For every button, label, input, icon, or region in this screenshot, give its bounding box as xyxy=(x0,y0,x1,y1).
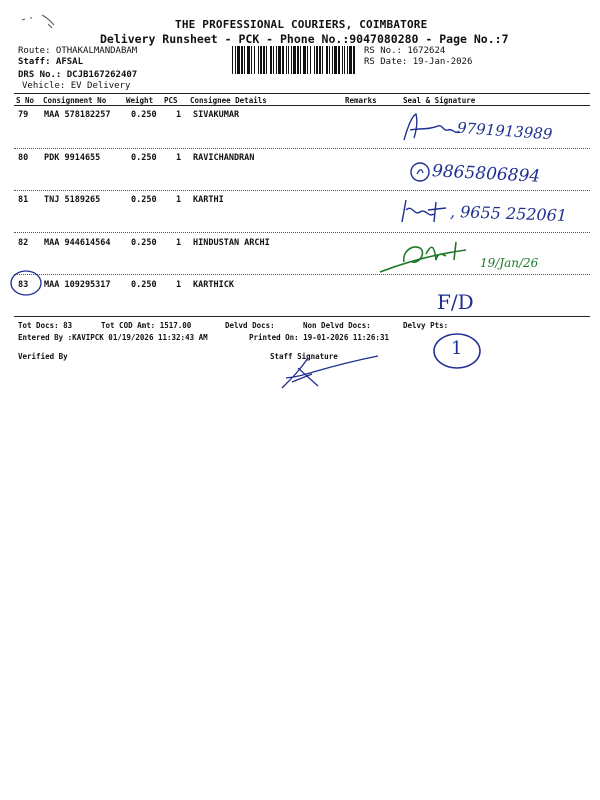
row-consignee: SIVAKUMAR xyxy=(193,110,240,120)
barcode-bar xyxy=(244,46,245,74)
row-sno: 81 xyxy=(18,195,29,205)
runsheet-subtitle: Delivery Runsheet - PCK - Phone No.:9047080280 - Page No.:7 xyxy=(100,32,509,46)
barcode-bar xyxy=(329,46,330,74)
row-pcs: 1 xyxy=(176,195,182,205)
col-remarks: Remarks xyxy=(345,96,377,105)
row-consignment: TNJ 5189265 xyxy=(44,195,101,205)
barcode-bar xyxy=(322,46,323,74)
barcode-bar xyxy=(316,46,318,74)
row-consignee: HINDUSTAN ARCHI xyxy=(193,238,270,248)
barcode-bar xyxy=(291,46,292,74)
handwritten-phone: 9791913989 xyxy=(456,118,553,144)
printed-on: Printed On: 19-01-2026 11:26:31 xyxy=(249,333,389,342)
handwritten-date: 19/Jan/26 xyxy=(480,256,539,270)
verified-by: Verified By xyxy=(18,352,68,361)
rs-date: RS Date: 19-Jan-2026 xyxy=(364,57,473,67)
row-consignment: MAA 944614564 xyxy=(44,238,111,248)
row-divider xyxy=(14,190,590,191)
table-bottom-rule xyxy=(14,316,590,317)
barcode-bar xyxy=(300,46,301,74)
handwritten-points: 1 xyxy=(451,338,463,359)
barcode-bar xyxy=(260,46,262,74)
barcode-bar xyxy=(237,46,240,74)
col-weight: Weight xyxy=(126,96,154,105)
row-weight: 0.250 xyxy=(131,280,157,290)
row-sno: 80 xyxy=(18,153,29,163)
barcode-bar xyxy=(273,46,274,74)
scan-mark xyxy=(20,12,60,32)
barcode-bar xyxy=(303,46,306,74)
entered-by: Entered By :KAVIPCK 01/19/2026 11:32:43 AM xyxy=(18,333,208,342)
barcode-bar xyxy=(307,46,308,74)
col-signature: Seal & Signature xyxy=(403,96,476,105)
row-weight: 0.250 xyxy=(131,195,157,205)
row-sno: 82 xyxy=(18,238,29,248)
barcode-bar xyxy=(349,46,352,74)
staff-signature-label: Staff Signature xyxy=(270,352,338,361)
barcode-bar xyxy=(319,46,321,74)
barcode-bar xyxy=(310,46,311,74)
barcode-bar xyxy=(347,46,348,74)
row-sno: 79 xyxy=(18,110,29,120)
handwritten-phone: 9865806894 xyxy=(431,161,541,187)
row-pcs: 1 xyxy=(176,238,182,248)
handwritten-phone: , 9655 252061 xyxy=(449,201,568,226)
barcode-bar xyxy=(344,46,345,74)
barcode-bar xyxy=(241,46,243,74)
row-consignment: MAA 578182257 xyxy=(44,110,111,120)
barcode-bar xyxy=(258,46,259,74)
barcode-bar xyxy=(326,46,328,74)
row-pcs: 1 xyxy=(176,110,182,120)
row-divider xyxy=(14,274,590,275)
barcode-bar xyxy=(270,46,272,74)
handwritten-remark: F/D xyxy=(437,290,474,314)
rs-number: RS No.: 1672624 xyxy=(364,46,446,56)
drs-number: DRS No.: DCJB167262407 xyxy=(18,70,138,80)
col-pcs: PCS xyxy=(164,96,178,105)
green-signature-mark xyxy=(376,232,496,278)
row-sno: 83 xyxy=(18,280,29,290)
barcode-bar xyxy=(353,46,355,74)
row-weight: 0.250 xyxy=(131,110,157,120)
delivery-points: Delvy Pts: xyxy=(403,321,449,330)
total-cod-amount: Tot COD Amt: 1517.00 xyxy=(101,321,192,330)
barcode-bar xyxy=(282,46,284,74)
barcode-bar xyxy=(278,46,281,74)
barcode-bar xyxy=(251,46,252,74)
barcode-bar xyxy=(288,46,289,74)
table-header-rule xyxy=(14,105,590,106)
barcode-bar xyxy=(314,46,315,74)
vehicle-label: Vehicle: EV Delivery xyxy=(22,81,131,91)
col-sno: S No xyxy=(16,96,35,105)
barcode-bar xyxy=(235,46,236,74)
non-delivered-docs: Non Delvd Docs: xyxy=(303,321,371,330)
row-divider xyxy=(14,232,590,233)
staff-signature-mark xyxy=(278,348,388,394)
col-consignee: Consignee Details xyxy=(190,96,267,105)
barcode-bar xyxy=(332,46,333,74)
staff-label: Staff: AFSAL xyxy=(18,57,84,67)
total-docs: Tot Docs: 83 xyxy=(18,321,73,330)
barcode-bar xyxy=(342,46,343,74)
table-top-rule xyxy=(14,93,590,94)
barcode-bar xyxy=(276,46,277,74)
barcode-bar xyxy=(266,46,267,74)
route-label: Route: OTHAKALMANDABAM xyxy=(18,46,138,56)
row-weight: 0.250 xyxy=(131,238,157,248)
barcode-bar xyxy=(254,46,255,74)
company-title: THE PROFESSIONAL COURIERS, COIMBATORE xyxy=(175,18,428,31)
circle-mark xyxy=(408,160,434,184)
row-consignee: KARTHICK xyxy=(193,280,234,290)
barcode-bar xyxy=(334,46,337,74)
row-pcs: 1 xyxy=(176,280,182,290)
row-consignment: MAA 109295317 xyxy=(44,280,111,290)
signature-mark xyxy=(398,196,458,226)
circle-mark xyxy=(8,268,44,298)
row-consignee: KARTHI xyxy=(193,195,224,205)
row-divider xyxy=(14,148,590,149)
row-weight: 0.250 xyxy=(131,153,157,163)
row-consignee: RAVICHANDRAN xyxy=(193,153,255,163)
col-consignment: Consignment No xyxy=(43,96,107,105)
barcode-bar xyxy=(293,46,296,74)
barcode-bar xyxy=(286,46,287,74)
barcode-bar xyxy=(297,46,299,74)
barcode-bar xyxy=(232,46,233,74)
barcode xyxy=(232,46,358,74)
row-pcs: 1 xyxy=(176,153,182,163)
row-consignment: PDK 9914655 xyxy=(44,153,101,163)
delivered-docs: Delvd Docs: xyxy=(225,321,275,330)
barcode-bar xyxy=(263,46,265,74)
barcode-bar xyxy=(338,46,340,74)
barcode-bar xyxy=(247,46,250,74)
